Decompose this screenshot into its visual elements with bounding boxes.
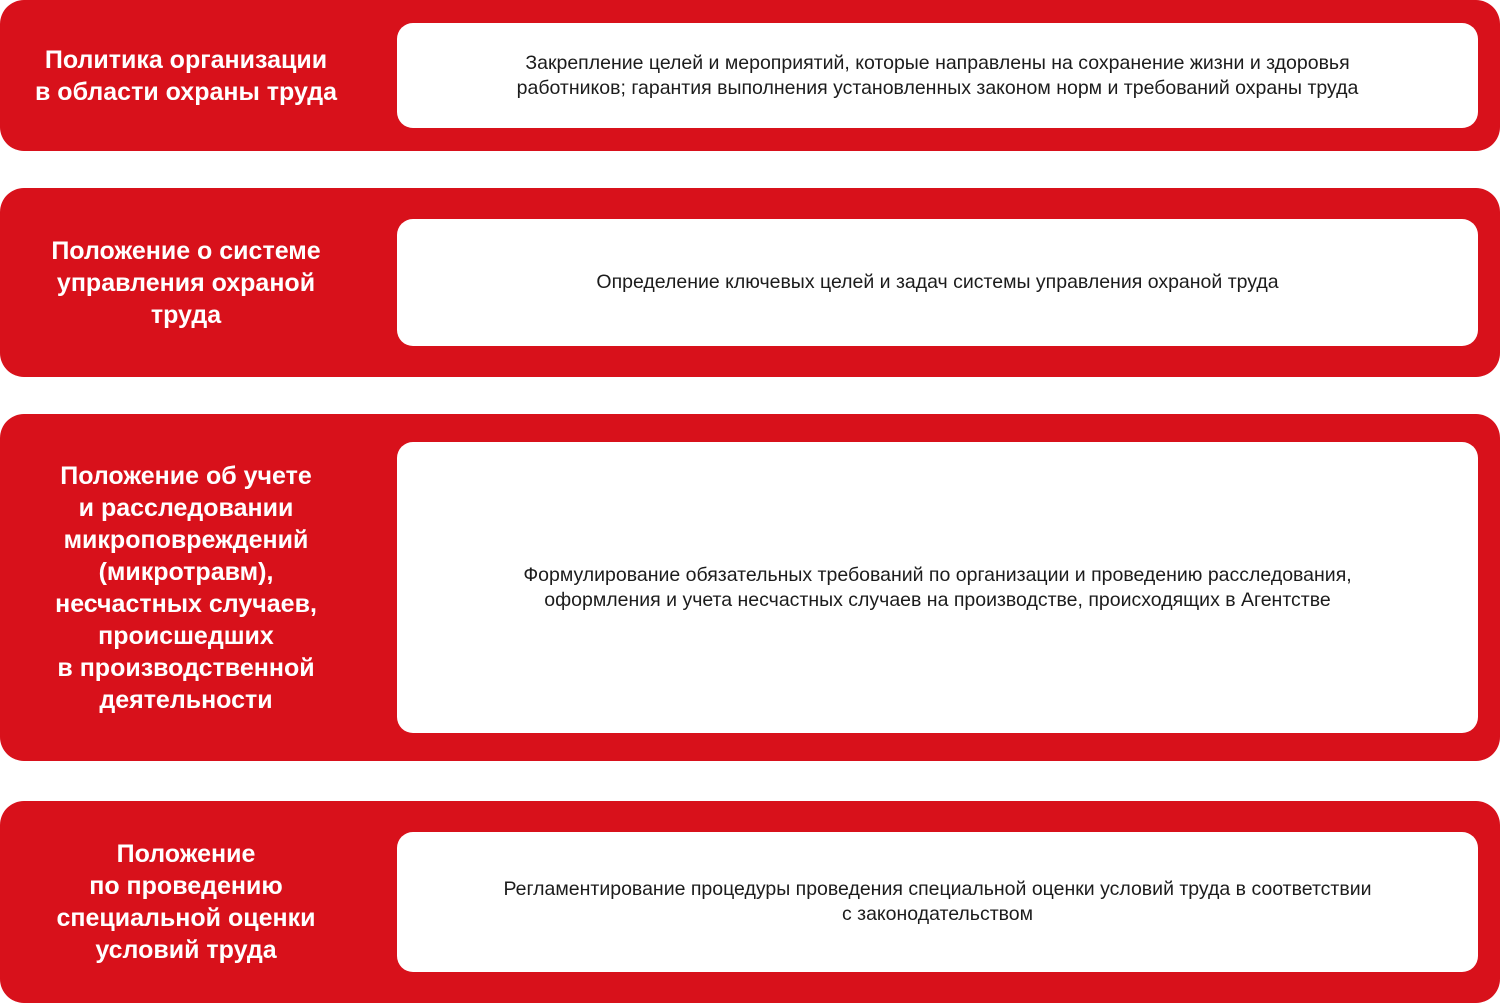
row-description: Формулирование обязательных требований по организации и проведению расследования, оформления и учета несчастных случаев на производстве, происходящих в Агентстве xyxy=(523,563,1352,611)
document-row-special-working-conditions-assessment xyxy=(0,801,1500,1003)
document-row-occupational-safety-policy xyxy=(0,0,1500,151)
row-description-box xyxy=(397,832,1478,972)
row-title: Положение о системе управления охраной труда xyxy=(51,236,321,329)
row-description-box xyxy=(397,219,1478,346)
row-title: Положение по проведению специальной оценки условий труда xyxy=(56,840,316,964)
row-description-box xyxy=(397,442,1478,733)
row-description: Закрепление целей и мероприятий, которые направлены на сохранение жизни и здоровья работников; гарантия выполнения установленных законом норм и требований охраны труда xyxy=(516,51,1359,99)
row-title: Политика организации в области охраны труда xyxy=(34,45,337,106)
row-description-box xyxy=(397,23,1478,128)
row-description: Регламентирование процедуры проведения специальной оценки условий труда в соответствии с законодательством xyxy=(503,878,1372,925)
row-description: Определение ключевых целей и задач системы управления охраной труда xyxy=(596,271,1279,293)
row-title: Положение об учете и расследовании микроповреждений (микротравм), несчастных случаев, происшедших в производственной деятельности xyxy=(55,461,317,714)
document-row-accident-investigation xyxy=(0,414,1500,761)
document-row-safety-management-system xyxy=(0,188,1500,377)
